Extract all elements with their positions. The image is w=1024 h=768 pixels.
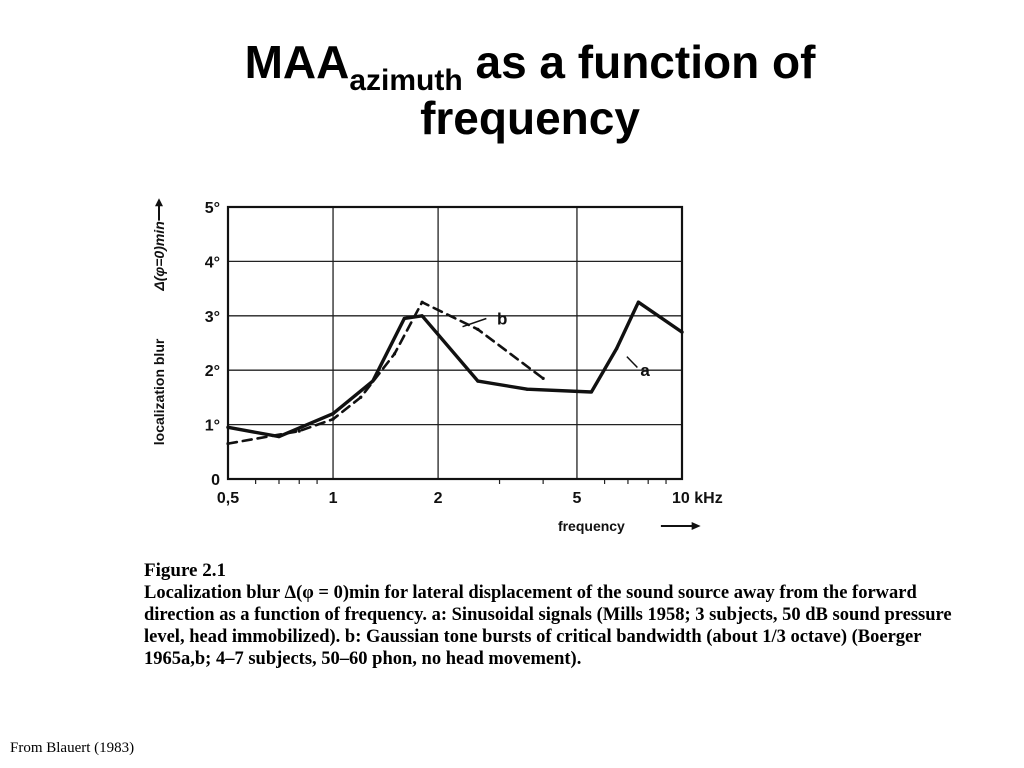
data-point-a (615, 347, 618, 350)
y-tick-label: 0 (211, 472, 220, 489)
data-point-a (403, 317, 406, 320)
y-tick-label: 2° (204, 363, 220, 381)
x-tick-label: 10 kHz (672, 490, 723, 507)
data-point-a (421, 314, 424, 317)
data-point-a (476, 379, 479, 382)
data-point-b (298, 430, 301, 433)
series-line-a (228, 302, 682, 436)
figure-label: Figure 2.1 (144, 560, 226, 581)
data-point-a (526, 388, 529, 391)
x-tick-label: 0,5 (216, 490, 240, 507)
data-point-a (637, 301, 640, 304)
title-line-2: frequency (420, 92, 640, 144)
data-point-b (542, 377, 545, 380)
data-point-b (359, 396, 362, 399)
figure-caption (144, 560, 984, 670)
data-point-b (226, 442, 229, 445)
plot-frame (228, 207, 682, 479)
x-tick-label: 5 (572, 490, 582, 507)
y-tick-label: 3° (204, 308, 220, 326)
slide-title (120, 34, 940, 146)
y-axis-label: localization blur (151, 338, 167, 446)
annotation-leader-a (627, 357, 638, 368)
data-point-a (590, 390, 593, 393)
y-axis-arrowhead (155, 198, 163, 206)
data-point-b (421, 301, 424, 304)
data-point-a (680, 331, 683, 334)
x-axis-arrowhead (692, 522, 701, 530)
series-line-b (228, 302, 543, 443)
maa-frequency-chart (140, 185, 740, 550)
y-tick-label: 4° (204, 254, 220, 272)
title-main: MAA (244, 36, 350, 88)
data-point-a (226, 426, 229, 429)
data-point-a (331, 412, 334, 415)
title-subscript: azimuth (349, 64, 463, 97)
y-tick-label: 5° (204, 200, 220, 217)
annotation-label-a: a (640, 361, 650, 381)
title-rest: as a function of (462, 36, 816, 88)
data-point-b (476, 328, 479, 331)
y-tick-label: 1° (204, 417, 220, 435)
x-tick-label: 2 (433, 490, 443, 507)
data-point-b (331, 418, 334, 421)
annotation-label-b: b (496, 309, 508, 329)
x-tick-label: 1 (328, 490, 338, 507)
figure-caption-text: Localization blur Δ(φ = 0)min for lateral displacement of the sound source away from the forward direction as a function of frequency. a: Sinusoidal signals (Mills 1958; 3 subjects, 50 dB sound pressure level, head immobilized). b: Gaussian tone bursts of critical bandwidth (about 1/3 octave) (Boerger 1965a,b; 4–7 subjects, 50–60 phon, no head movement). (144, 583, 952, 669)
x-axis-label: frequency (557, 518, 625, 534)
data-point-b (393, 352, 396, 355)
source-note: From Blauert (1983) (10, 740, 135, 756)
y-axis-symbol: Δ(φ=0)min (151, 221, 167, 291)
